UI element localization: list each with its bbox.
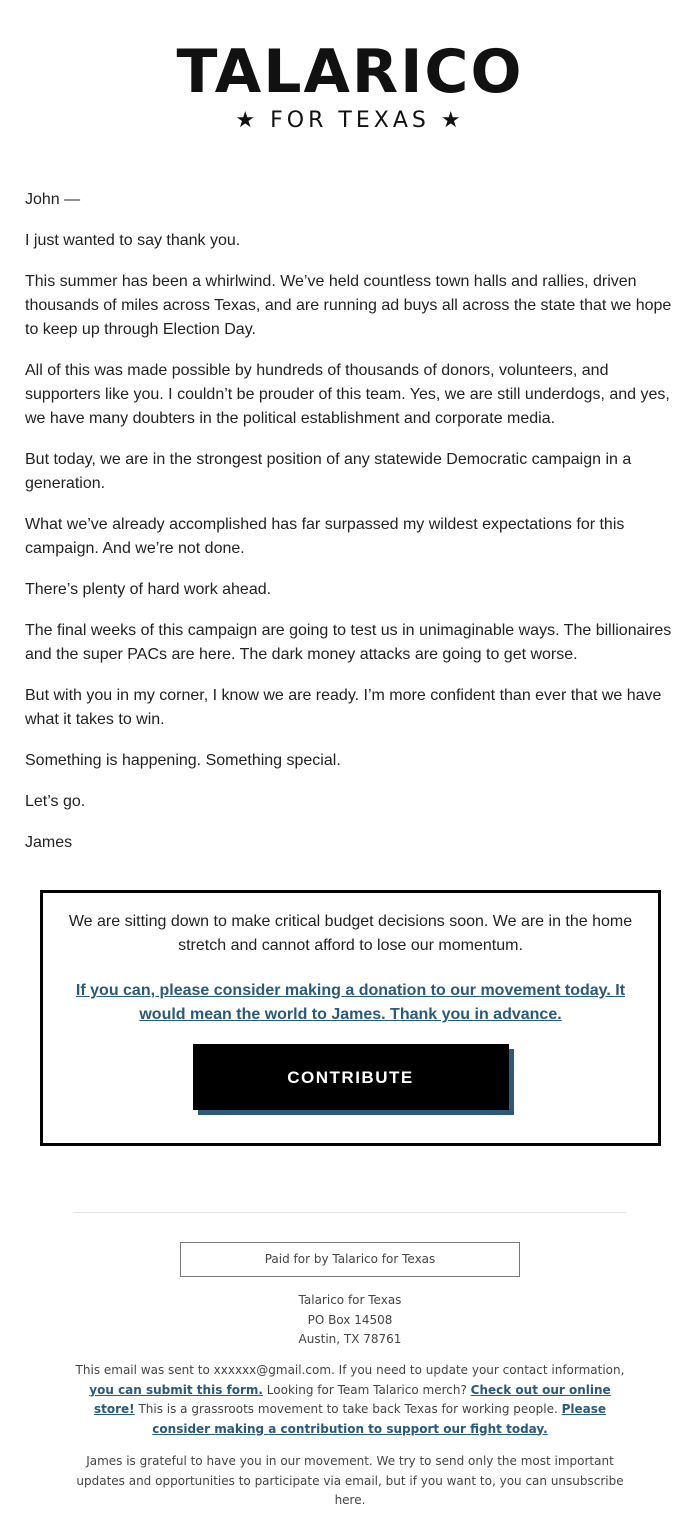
letter-paragraph: This summer has been a whirlwind. We’ve held countless town halls and rallies, driven thousands of miles across Texas, and are running ad buys all across the state that we hope to keep up through Election Day. — [25, 273, 672, 338]
letter-paragraph: All of this was made possible by hundreds of thousands of donors, volunteers, and supporters like you. I couldn’t be prouder of this team. Yes, we are still underdogs, and yes, we have many doubters in the political establishment and corporate media. — [25, 362, 670, 427]
online-store-link[interactable]: Check out our online store! — [93, 1382, 611, 1416]
letter-paragraph: There’s plenty of hard work ahead. — [25, 581, 272, 598]
footer-info — [72, 1361, 628, 1439]
letter-paragraph: The final weeks of this campaign are going to test us in unimaginable ways. The billionaires and the super PACs are here. The dark money attacks are going to get worse. — [25, 622, 672, 663]
merch-text: Looking for Team Talarico merch? — [262, 1382, 471, 1397]
contribute-button-wrap — [193, 1044, 509, 1110]
campaign-logo — [0, 0, 700, 133]
sent-to-text: This email was sent to xxxxxx@gmail.com. If you need to update your contact information, — [75, 1363, 625, 1377]
letter-paragraph: Let’s go. — [25, 793, 86, 810]
contribute-button[interactable]: CONTRIBUTE — [193, 1044, 509, 1110]
letter-paragraph: But with you in my corner, I know we are ready. I’m more confident than ever that we have what it takes to win. — [25, 687, 662, 728]
update-contact-link[interactable]: you can submit this form. — [89, 1382, 263, 1397]
greeting: John — — [25, 191, 81, 208]
paid-for-disclaimer: Paid for by Talarico for Texas — [180, 1242, 520, 1277]
star-icon: ★ — [235, 108, 260, 133]
letter-paragraph: Something is happening. Something special. — [25, 752, 341, 769]
donation-callout — [40, 890, 661, 1146]
logo-subtitle-text: FOR TEXAS — [270, 108, 430, 133]
unsubscribe-text: James is grateful to have you in our movement. We try to send only the most important updates and opportunities to participate via email, but if you want to, you can unsubscribe here. — [76, 1454, 624, 1507]
logo-title: TALARICO — [176, 37, 524, 107]
grassroots-text: This is a grassroots movement to take back Texas for working people. — [134, 1402, 562, 1416]
divider — [74, 1212, 626, 1213]
mailing-address — [0, 1291, 700, 1350]
letter-paragraph: What we’ve already accomplished has far surpassed my wildest expectations for this campaign. And we’re not done. — [25, 516, 625, 557]
letter-paragraph: I just wanted to say thank you. — [25, 232, 241, 249]
signature: James — [25, 834, 73, 851]
letter-body — [25, 188, 680, 872]
address-line: Talarico for Texas — [298, 1293, 402, 1307]
address-line: PO Box 14508 — [307, 1312, 393, 1327]
donation-link[interactable]: If you can, please consider making a donation to our movement today. It would mean the world to James. Thank you in advance. — [75, 982, 626, 1023]
letter-paragraph: But today, we are in the strongest position of any statewide Democratic campaign in a generation. — [25, 451, 632, 492]
contribution-link[interactable]: Please consider making a contribution to support our fight today. — [152, 1402, 607, 1436]
address-line: Austin, TX 78761 — [298, 1332, 402, 1346]
logo-subtitle — [0, 108, 700, 134]
callout-text: We are sitting down to make critical budget decisions soon. We are in the home stretch and cannot afford to lose our momentum. — [68, 913, 633, 954]
star-icon: ★ — [440, 108, 465, 133]
